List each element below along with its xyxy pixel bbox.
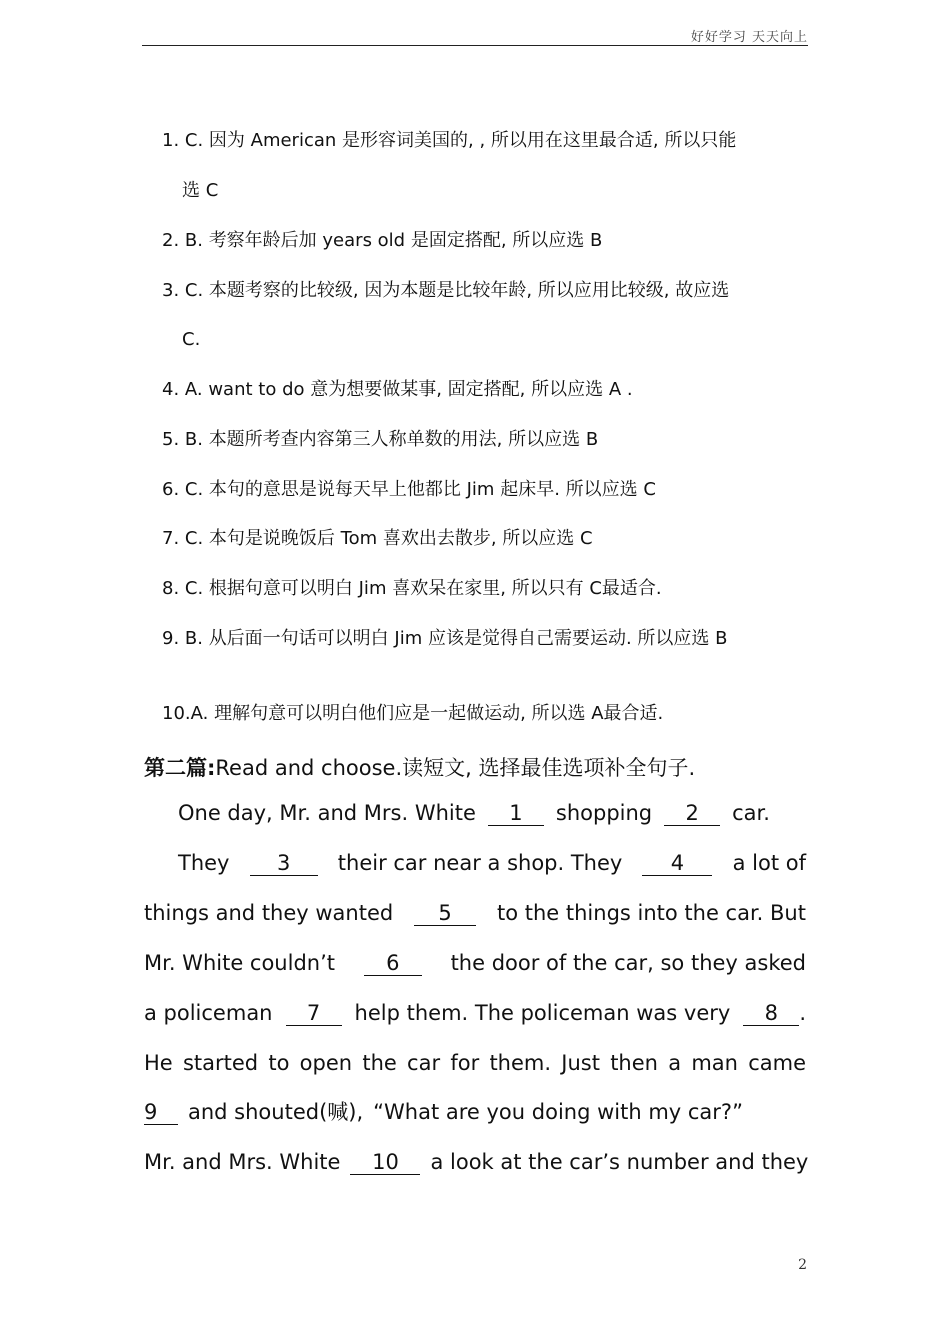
passage-text: They [178,851,230,875]
passage-text: and shouted(喊), [188,1100,364,1124]
passage-line-3 [144,900,806,926]
blank-10: 10 [350,1150,420,1175]
blank-1: 1 [488,801,544,826]
passage-text: car. [732,801,770,825]
passage-text: the door of the car, so they asked [450,951,806,975]
passage-text: Mr. and Mrs. White [144,1150,341,1174]
section-title-text: Read and choose.读短文, 选择最佳选项补全句子. [215,756,696,780]
passage-text: their car near a shop. They [337,851,623,875]
passage-text: One day, Mr. and Mrs. White [178,801,476,825]
passage-line-7 [144,1099,743,1125]
blank-3: 3 [250,851,318,876]
blank-4: 4 [642,851,712,876]
blank-6: 6 [364,951,422,976]
answer-10: 10.A. 理解句意可以明白他们应是一起做运动, 所以选 A最合适. [162,703,664,724]
passage-text: things and they wanted [144,901,394,925]
blank-8-group [743,1000,806,1026]
blank-8: 8 [743,1001,799,1026]
answer-6: 6. C. 本句的意思是说每天早上他都比 Jim 起床早. 所以应选 C [162,479,656,500]
passage-line-1 [178,800,783,826]
passage-text: shopping [555,801,653,825]
answer-8: 8. C. 根据句意可以明白 Jim 喜欢呆在家里, 所以只有 C最适合. [162,578,662,599]
passage-text: a policeman [144,1001,273,1025]
blank-7: 7 [286,1001,342,1026]
passage-text: help them. The policeman was very [354,1001,731,1025]
answer-5: 5. B. 本题所考查内容第三人称单数的用法, 所以应选 B [162,429,599,450]
passage-text: “What are you doing with my car?” [373,1100,743,1124]
passage-line-4 [144,950,806,976]
passage-text: . [799,1001,806,1025]
passage-line-2 [178,850,806,876]
passage-text: He started to open the car for them. Just then a man came [144,1051,806,1075]
answer-7: 7. C. 本句是说晚饭后 Tom 喜欢出去散步, 所以应选 C [162,528,593,549]
passage-line-5 [144,1000,806,1026]
blank-2: 2 [664,801,720,826]
answer-1-cont: 选 C [182,180,219,201]
answer-9: 9. B. 从后面一句话可以明白 Jim 应该是觉得自己需要运动. 所以应选 B [162,628,728,649]
passage-text: to the things into the car. But [496,901,806,925]
passage-line-8 [144,1149,808,1175]
answer-2: 2. B. 考察年龄后加 years old 是固定搭配, 所以应选 B [162,230,603,251]
section-title [144,752,695,782]
section-title-number: 第二篇: [144,756,216,780]
answer-3-cont: C. [182,329,201,350]
passage-text: a look at the car’s number and they [430,1150,809,1174]
header-divider [142,45,808,46]
answer-4: 4. A. want to do 意为想要做某事, 固定搭配, 所以应选 A . [162,379,633,400]
answer-3: 3. C. 本题考察的比较级, 因为本题是比较年龄, 所以应用比较级, 故应选 [162,280,730,301]
passage-line-6 [144,1050,806,1076]
blank-9: 9 [144,1100,178,1125]
passage-text: Mr. White couldn’t [144,951,335,975]
passage-text: a lot of [732,851,806,875]
page-number: 2 [798,1257,807,1273]
answer-1: 1. C. 因为 American 是形容词美国的, , 所以用在这里最合适, 所以只能 [162,130,737,151]
page-header: 好好学习 天天向上 [690,30,808,45]
blank-5: 5 [414,901,476,926]
